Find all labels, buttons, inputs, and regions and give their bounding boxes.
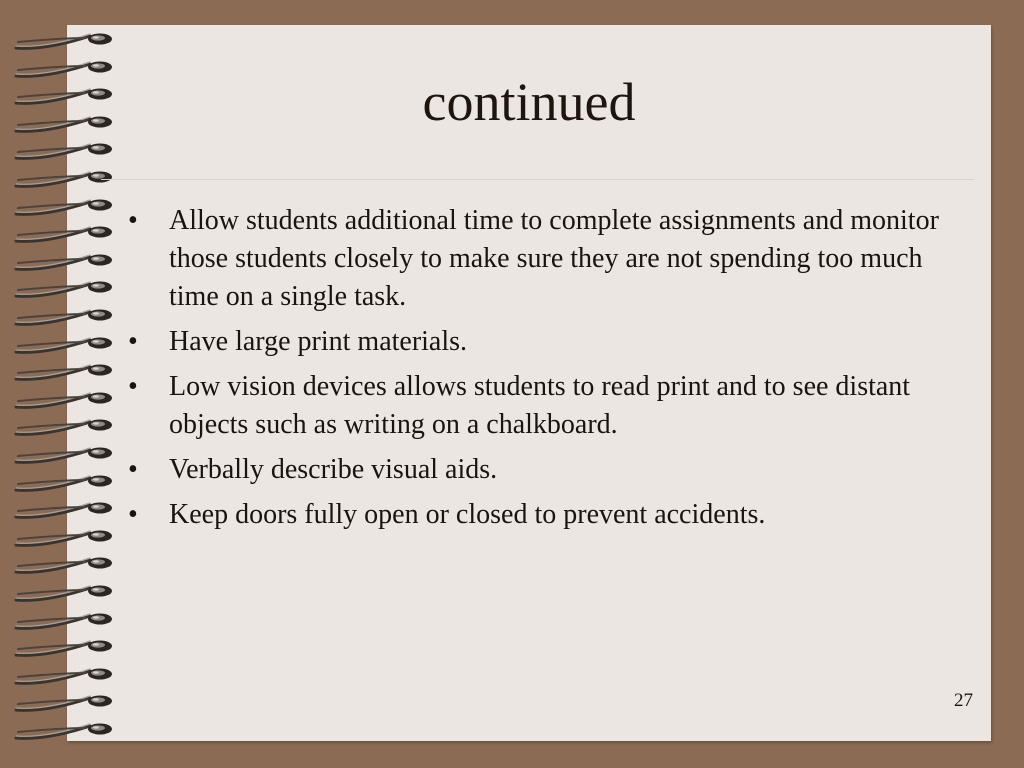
spiral-ring-icon [12, 166, 116, 190]
spiral-ring-icon [12, 608, 116, 632]
spiral-ring-icon [12, 580, 116, 604]
spiral-ring-icon [12, 497, 116, 521]
bullet-text: Low vision devices allows students to read print and to see distant objects such as writing on a chalkboard. [169, 371, 911, 440]
bullet-marker: • [128, 454, 138, 485]
spiral-ring-icon [12, 470, 116, 494]
bullet-marker: • [128, 326, 138, 357]
spiral-ring-icon [12, 332, 116, 356]
bullet-item [128, 323, 948, 361]
spiral-ring-icon [12, 276, 116, 300]
bullet-list [128, 202, 948, 541]
spiral-ring-icon [12, 387, 116, 411]
spiral-ring-icon [12, 525, 116, 549]
bullet-item [128, 202, 948, 316]
spiral-ring-icon [12, 138, 116, 162]
bullet-text: Verbally describe visual aids. [169, 454, 498, 485]
spiral-ring-icon [12, 552, 116, 576]
spiral-ring-icon [12, 442, 116, 466]
spiral-ring-icon [12, 194, 116, 218]
bullet-item [128, 451, 948, 489]
spiral-ring-icon [12, 249, 116, 273]
bullet-item [128, 496, 948, 534]
page-number: 27 [954, 690, 973, 711]
spiral-ring-icon [12, 359, 116, 383]
bullet-item [128, 368, 948, 444]
spiral-ring-icon [12, 718, 116, 742]
bullet-text: Keep doors fully open or closed to prevent accidents. [169, 499, 766, 530]
spiral-ring-icon [12, 690, 116, 714]
bullet-marker: • [128, 205, 138, 236]
bullet-text: Have large print materials. [169, 326, 468, 357]
bullet-text: Allow students additional time to complete assignments and monitor those students closely to make sure they are not spending too much time on a single task. [169, 205, 939, 312]
slide-title: continued [422, 72, 636, 132]
spiral-ring-icon [12, 304, 116, 328]
spiral-ring-icon [12, 414, 116, 438]
spiral-ring-icon [12, 221, 116, 245]
spiral-ring-icon [12, 663, 116, 687]
bullet-marker: • [128, 499, 138, 530]
bullet-marker: • [128, 371, 138, 402]
title-divider [101, 179, 974, 180]
spiral-ring-icon [12, 635, 116, 659]
spiral-ring-icon [12, 28, 116, 52]
